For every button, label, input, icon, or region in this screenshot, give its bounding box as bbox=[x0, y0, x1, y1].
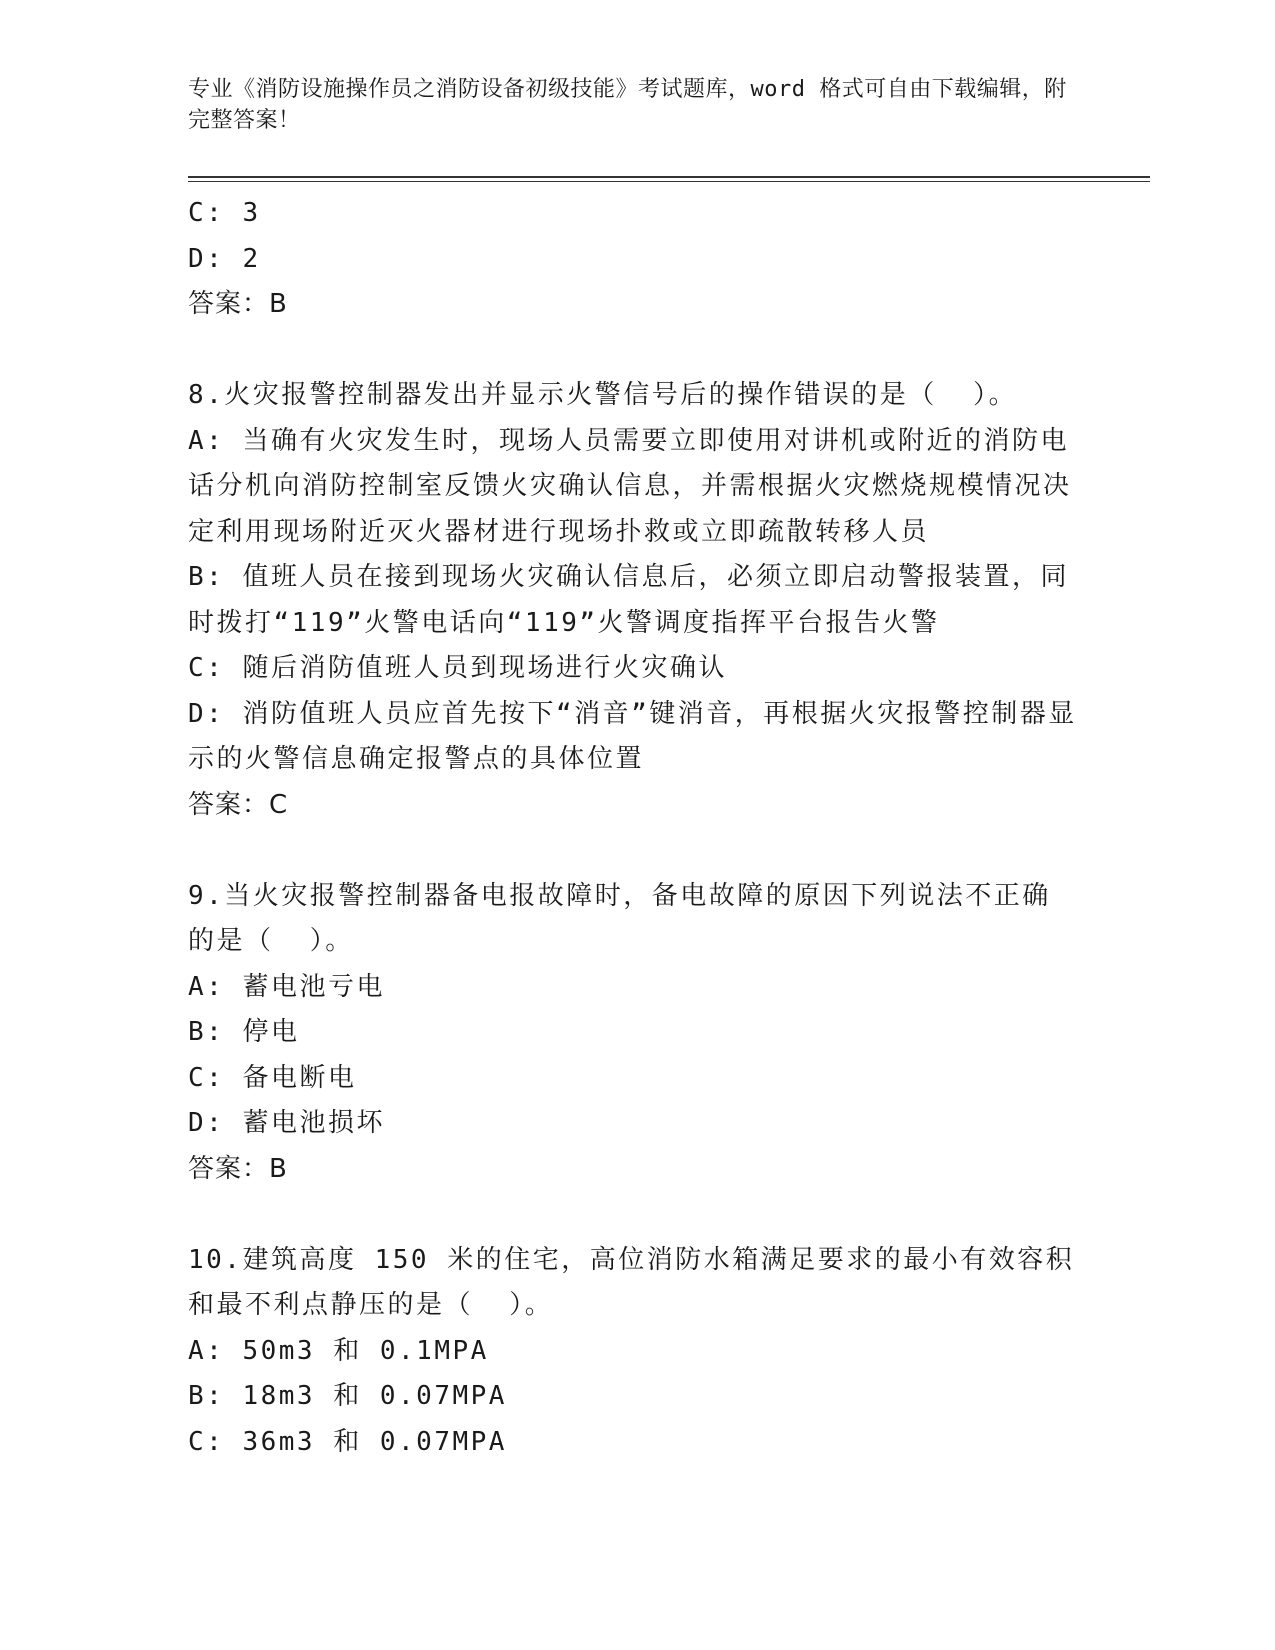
page-header: 专业《消防设施操作员之消防设备初级技能》考试题库，word 格式可自由下载编辑，附完整答案！ bbox=[188, 77, 1067, 133]
option-c: C: 3 bbox=[188, 198, 261, 228]
question-content bbox=[188, 191, 1078, 1465]
question-9-option-c: C: 备电断电 bbox=[188, 1062, 357, 1093]
header-divider-thin bbox=[188, 181, 1150, 182]
question-10-stem: 10.建筑高度 150 米的住宅，高位消防水箱满足要求的最小有效容积和最不利点静压的是（ ）。 bbox=[188, 1244, 1075, 1320]
option-d: D: 2 bbox=[188, 243, 261, 274]
question-9-answer: 答案：B bbox=[188, 1153, 288, 1184]
question-9-option-a: A: 蓄电池亏电 bbox=[188, 971, 385, 1002]
question-9-stem: 9.当火灾报警控制器备电报故障时，备电故障的原因下列说法不正确的是（ ）。 bbox=[188, 880, 1051, 956]
question-8-answer: 答案：C bbox=[188, 789, 289, 820]
question-10-option-b: B: 18m3 和 0.07MPA bbox=[188, 1381, 507, 1411]
question-8-stem: 8.火灾报警控制器发出并显示火警信号后的操作错误的是（ ）。 bbox=[188, 380, 1018, 410]
spacer bbox=[188, 828, 1078, 874]
question-9-option-d: D: 蓄电池损坏 bbox=[188, 1108, 385, 1138]
question-8-option-a: A: 当确有火灾发生时，现场人员需要立即使用对讲机或附近的消防电话分机向消防控制室反馈火灾确认信息，并需根据火灾燃烧规模情况决定利用现场附近灭火器材进行现场扑救或立即疏散转移人员 bbox=[188, 425, 1072, 547]
question-8-option-c: C: 随后消防值班人员到现场进行火灾确认 bbox=[188, 653, 727, 683]
spacer bbox=[188, 328, 1078, 374]
question-10-option-c: C: 36m3 和 0.07MPA bbox=[188, 1426, 507, 1457]
question-9-option-b: B: 停电 bbox=[188, 1017, 300, 1047]
header-divider-thick bbox=[188, 176, 1150, 178]
answer-line: 答案：B bbox=[188, 289, 288, 319]
spacer bbox=[188, 1192, 1078, 1238]
question-8-option-d: D: 消防值班人员应首先按下“消音”键消音，再根据火灾报警控制器显示的火警信息确定报警点的具体位置 bbox=[188, 698, 1077, 774]
question-8-option-b: B: 值班人员在接到现场火灾确认信息后，必须立即启动警报装置，同时拨打“119”火警电话向“119”火警调度指挥平台报告火警 bbox=[188, 562, 1069, 638]
question-10-option-a: A: 50m3 和 0.1MPA bbox=[188, 1335, 489, 1366]
